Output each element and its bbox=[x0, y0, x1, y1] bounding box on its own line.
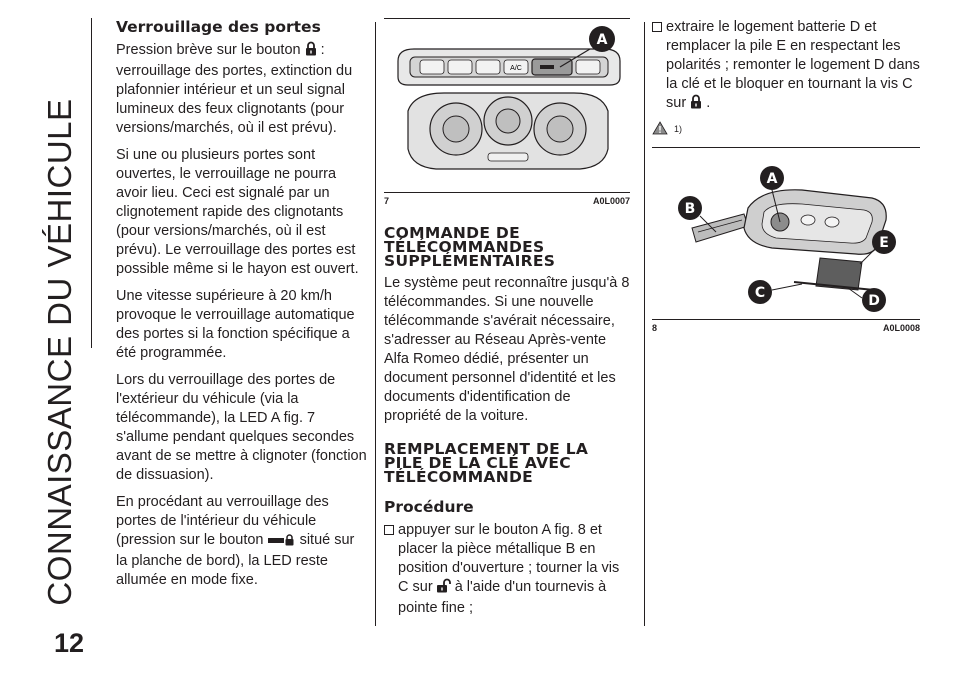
procedure-step-2-text-a: extraire le logement batterie D et remplacer la pile E en respectant les polarités ; remonter le logement D dans la clé et le bloquer en tournant la vis C sur bbox=[666, 19, 920, 111]
paragraph-5 bbox=[116, 493, 368, 590]
additional-remotes-text: Le système peut reconnaître jusqu'à 8 télécommandes. Si une nouvelle télécommande s'avérait nécessaire, s'adresser au Réseau Après-vente Alfa Romeo dédié, présenter un document personnel d'identité et les documents d'identification de propriété de la voiture. bbox=[384, 275, 630, 424]
procedure-step-1 bbox=[384, 521, 630, 618]
figure-7-bottom-rule bbox=[384, 192, 630, 193]
procedure-step-2-text-b: . bbox=[706, 95, 711, 111]
column-middle bbox=[384, 18, 630, 624]
paragraph-1-text-a: Pression brève sur le bouton bbox=[116, 42, 301, 58]
lock-closed-icon bbox=[690, 94, 702, 115]
heading-door-locking: Verrouillage des portes bbox=[116, 18, 321, 36]
chapter-rule bbox=[91, 18, 92, 348]
procedure-step-1-text-b: à l'aide d'un tournevis à pointe fine ; bbox=[398, 579, 607, 616]
heading-additional-remotes: COMMANDE DE TÉLÉCOMMANDES SUPPLÉMENTAIRES bbox=[384, 224, 556, 270]
figure-7 bbox=[384, 18, 630, 206]
heading-procedure: Procédure bbox=[384, 498, 474, 516]
remote-key-illustration bbox=[652, 148, 920, 314]
figure-7-code: A0L0007 bbox=[592, 196, 630, 206]
warning-note bbox=[652, 121, 920, 137]
door-lock-button-icon bbox=[268, 533, 296, 552]
paragraph-5-text-b: situé sur la planche de bord), la LED reste allumée en mode fixe. bbox=[116, 532, 355, 588]
column-divider-2 bbox=[644, 22, 645, 626]
column-divider-1 bbox=[375, 22, 376, 626]
chapter-title: CONNAISSANCE DU VÉHICULE bbox=[41, 98, 78, 606]
paragraph-4: Lors du verrouillage des portes de l'extérieur du véhicule (via la télécommande), la LED A fig. 7 s'allume pendant quelques secondes avant de se mettre à clignoter (fonction de dissuasion). bbox=[116, 372, 367, 483]
figure-8-callout-b: B bbox=[684, 201, 696, 217]
figure-8-bottom-rule bbox=[652, 319, 920, 320]
figure-8-caption bbox=[652, 323, 920, 333]
figure-8-callout-d: D bbox=[868, 293, 880, 309]
column-right bbox=[652, 18, 920, 333]
page-number: 12 bbox=[54, 628, 85, 658]
figure-8-callout-a: A bbox=[766, 171, 778, 187]
paragraph-1-text-b: : verrouillage des portes, extinction du plafonnier intérieur et un seul signal lumineux des feux clignotants (pour versions/marchés, où il est prévu). bbox=[116, 42, 353, 136]
figure-7-number: 7 bbox=[384, 196, 390, 206]
paragraph-3: Une vitesse supérieure à 20 km/h provoque le verrouillage automatique des portes si la fonction spécifique a été programmée. bbox=[116, 288, 355, 361]
paragraph-2: Si une ou plusieurs portes sont ouvertes, le verrouillage ne pourra avoir lieu. Ceci est signalé par un clignotement rapide des clignotants (pour versions/marchés, où il est prévu). Le verrouillage des portes est possible même si le hayon est ouvert. bbox=[116, 147, 359, 277]
heading-battery-replacement: REMPLACEMENT DE LA PILE DE LA CLÉ AVEC TÉLÉCOMMANDE bbox=[384, 440, 589, 486]
figure-8-number: 8 bbox=[652, 323, 658, 333]
checkbox-bullet bbox=[384, 525, 394, 535]
dashboard-controls-illustration bbox=[384, 19, 630, 187]
figure-8 bbox=[652, 147, 920, 333]
figure-8-callout-e: E bbox=[879, 235, 889, 251]
paragraph-1 bbox=[116, 41, 368, 138]
column-left bbox=[116, 18, 368, 598]
lock-closed-icon bbox=[305, 41, 317, 62]
warning-note-ref: 1) bbox=[674, 124, 683, 134]
paragraph-5-text-a: En procédant au verrouillage des portes de l'intérieur du véhicule (pression sur le bouton bbox=[116, 494, 329, 548]
figure-8-callout-c: C bbox=[754, 285, 766, 301]
procedure-step-2 bbox=[652, 18, 920, 115]
warning-triangle-icon bbox=[652, 121, 668, 137]
checkbox-bullet bbox=[652, 22, 662, 32]
lock-open-icon bbox=[437, 578, 451, 599]
figure-7-caption bbox=[384, 196, 630, 206]
figure-8-code: A0L0008 bbox=[882, 323, 920, 333]
figure-7-callout-a: A bbox=[596, 32, 608, 48]
ac-label: A/C bbox=[510, 65, 522, 72]
procedure-steps-part-2 bbox=[652, 18, 920, 115]
procedure-steps-part-1 bbox=[384, 521, 630, 618]
procedure-step-1-text-a: appuyer sur le bouton A fig. 8 et placer la pièce métallique B en position d'ouverture ; tourner la vis C sur bbox=[398, 522, 620, 595]
